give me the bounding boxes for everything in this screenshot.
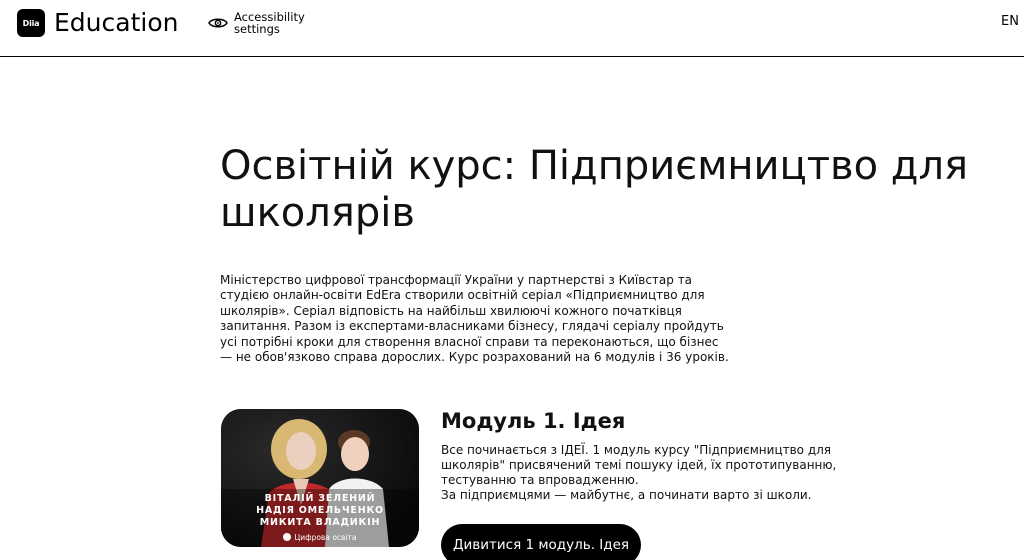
- module-description-paragraph: За підприємцями — майбутнє, а починати варто зі школи.: [441, 488, 812, 502]
- education-logo-text[interactable]: Education: [54, 8, 179, 37]
- site-header: [0, 0, 1024, 57]
- module-title: Модуль 1. Ідея: [441, 409, 626, 433]
- thumbnail-brand: [221, 533, 419, 542]
- thumbnail-name: ВІТАЛІЙ ЗЕЛЕНИЙ: [264, 493, 376, 504]
- module-description-paragraph: Все починається з ІДЕЇ. 1 модуль курсу "Підприємництво для школярів" присвячений темі пошуку ідей, їх прототипуванню, тестуванню та впровадженню.: [441, 443, 837, 487]
- diia-logo-mark[interactable]: Diia: [17, 9, 45, 37]
- accessibility-settings-label: Accessibility settings: [234, 10, 305, 36]
- thumbnail-name: НАДІЯ ОМЕЛЬЧЕНКО: [256, 505, 384, 516]
- module-thumbnail[interactable]: [221, 409, 419, 547]
- diia-brand-icon: [283, 533, 291, 541]
- page-title-line-1: Освітній курс: Підприємництво для: [220, 143, 969, 189]
- thumbnail-name: МИКИТА ВЛАДИКІН: [259, 517, 381, 528]
- thumbnail-brand-text: Цифрова освіта: [294, 533, 357, 542]
- module-description: [441, 443, 841, 503]
- language-switch[interactable]: EN: [1001, 14, 1019, 29]
- page-title: [220, 143, 1024, 237]
- thumbnail-names: [221, 493, 419, 529]
- eye-icon: [208, 13, 228, 33]
- course-description: Міністерство цифрової трансформації України у партнерстві з Київстар та студією онлайн-освіти EdEra створили освітній серіал «Підприємництво для школярів». Серіал відповість на найбільш хвилюючі кожного початківця запитання. Разом із експертами-власниками бізнесу, глядачі серіалу пройдуть усі потрібні кроки для створення власної справи та переконаються, що бізнес — не обов'язково справа дорослих. Курс розрахований на 6 модулів і 36 уроків.: [220, 273, 729, 365]
- page-title-line-2: школярів: [220, 190, 415, 236]
- accessibility-settings-button[interactable]: [208, 11, 314, 35]
- watch-module-button[interactable]: Дивитися 1 модуль. Ідея: [441, 524, 641, 560]
